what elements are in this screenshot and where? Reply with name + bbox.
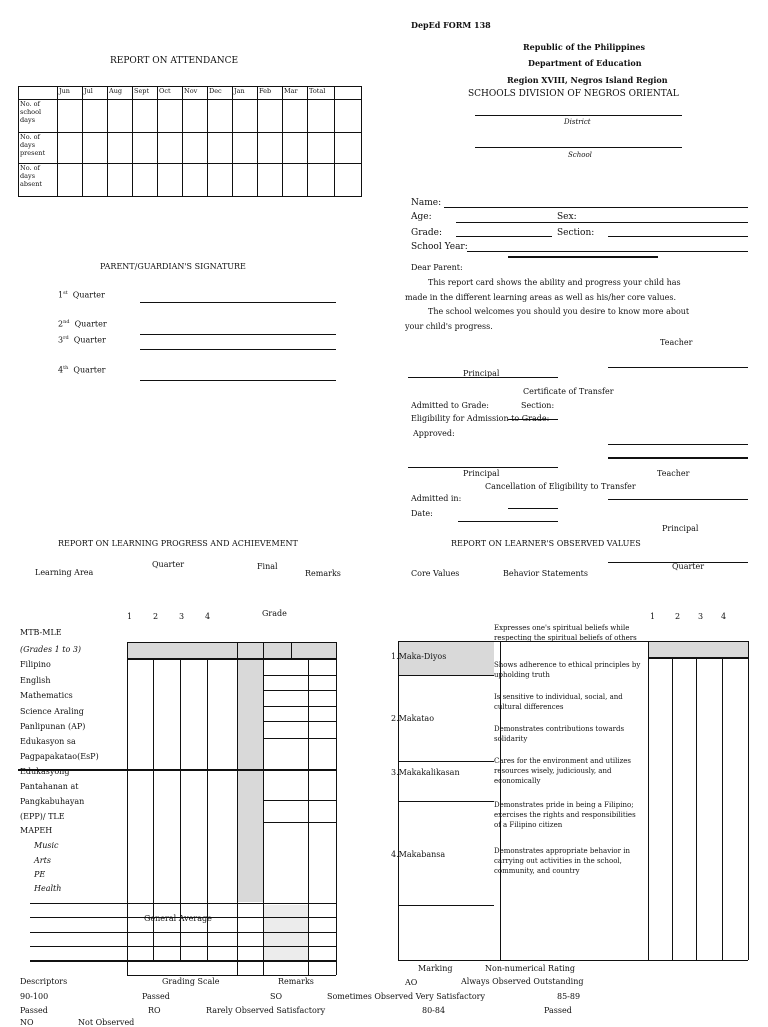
values-quarter-header: Quarter bbox=[672, 562, 705, 571]
learning-area-header: Learning Area bbox=[35, 568, 94, 577]
non-numerical-header: Non-numerical Rating bbox=[485, 964, 576, 973]
general-average-label: General Average bbox=[144, 914, 212, 923]
month-header: Aug bbox=[108, 87, 133, 100]
behavior-statement: Expresses one's spiritual beliefs while respecting the spiritual beliefs of others bbox=[494, 624, 637, 642]
scale-row-3: 80-84 bbox=[422, 1006, 446, 1015]
letter-principal-label: Principal bbox=[463, 369, 500, 378]
learning-quarter-number: 3 bbox=[179, 612, 185, 621]
department-name: Department of Education bbox=[528, 58, 642, 68]
letter-line-3: The school welcomes you should you desire to know more about bbox=[428, 307, 690, 316]
letter-salutation: Dear Parent: bbox=[411, 263, 463, 272]
letter-line-4: your child's progress. bbox=[405, 322, 493, 331]
learning-area: English bbox=[20, 676, 51, 685]
core-value: 1.Maka-Diyos bbox=[391, 652, 447, 661]
marking-so: SO bbox=[270, 992, 283, 1001]
month-header: Jul bbox=[83, 87, 108, 100]
learning-area: Edukasyong bbox=[20, 767, 70, 776]
school-label: School bbox=[568, 151, 592, 159]
form-id: DepEd FORM 138 bbox=[411, 20, 491, 30]
learning-remarks-header: Remarks bbox=[305, 569, 341, 578]
quarter-4-label: 4th Quarter bbox=[58, 365, 106, 375]
values-quarter-number: 2 bbox=[675, 612, 681, 621]
mapeh-subject: Arts bbox=[34, 856, 51, 865]
sex-label: Sex: bbox=[557, 212, 577, 222]
marking-ao-text: Always Observed Outstanding bbox=[461, 977, 584, 986]
core-values-header: Core Values bbox=[411, 569, 460, 578]
month-header: Feb bbox=[258, 87, 283, 100]
behavior-statement: Demonstrates contributions towards solidarity bbox=[494, 725, 625, 743]
marking-no-text: Not Observed bbox=[78, 1018, 135, 1027]
mapeh-subject: Music bbox=[34, 841, 59, 850]
school-year-label: School Year: bbox=[411, 242, 468, 252]
marking-ao: AO bbox=[405, 978, 418, 987]
remark-row-2: Passed bbox=[20, 1006, 48, 1015]
learning-area: Pangkabuhayan bbox=[20, 797, 85, 806]
values-title: REPORT ON LEARNER'S OBSERVED VALUES bbox=[451, 539, 641, 548]
descriptors-header: Descriptors bbox=[20, 977, 68, 986]
values-quarter-number: 4 bbox=[721, 612, 727, 621]
marking-ro: RO bbox=[148, 1006, 161, 1015]
scale-row-2: 85-89 bbox=[557, 992, 581, 1001]
remark-row-3: Passed bbox=[544, 1006, 572, 1015]
month-header: Nov bbox=[183, 87, 208, 100]
month-header: Mar bbox=[283, 87, 308, 100]
transfer-principal-label: Principal bbox=[463, 469, 500, 478]
learning-area: MAPEH bbox=[20, 826, 53, 835]
learning-title: REPORT ON LEARNING PROGRESS AND ACHIEVEMENT bbox=[58, 539, 298, 548]
learning-final-header: Final bbox=[257, 562, 278, 571]
learning-quarter-header: Quarter bbox=[152, 560, 185, 569]
legend-remarks-header: Remarks bbox=[278, 977, 314, 986]
learning-area: Pagpapakatao(EsP) bbox=[20, 752, 99, 761]
month-header: Jan bbox=[233, 87, 258, 100]
marking-ro-text: Rarely Observed Satisfactory bbox=[206, 1006, 326, 1015]
attendance-row-label: No. of days present bbox=[19, 133, 58, 164]
quarter-1-label: 1st Quarter bbox=[58, 290, 105, 300]
behavior-statement: Shows adherence to ethical principles by upholding truth bbox=[494, 661, 641, 679]
grade-label: Grade: bbox=[411, 228, 442, 238]
learning-area: Panlipunan (AP) bbox=[20, 722, 86, 731]
month-header: Dec bbox=[208, 87, 233, 100]
mapeh-subject: PE bbox=[34, 870, 46, 879]
marking-so-text: Sometimes Observed Very Satisfactory bbox=[327, 992, 485, 1001]
cancellation-principal-label: Principal bbox=[662, 524, 699, 533]
marking-no: NO bbox=[20, 1018, 34, 1027]
learning-area: (EPP)/ TLE bbox=[20, 812, 65, 821]
letter-line-1: This report card shows the ability and progress your child has bbox=[428, 278, 681, 287]
learning-area: Pantahanan at bbox=[20, 782, 79, 791]
behavior-statements-header: Behavior Statements bbox=[503, 569, 589, 578]
transfer-title: Certificate of Transfer bbox=[523, 387, 614, 396]
remark-row-1: Passed bbox=[142, 992, 170, 1001]
country-name: Republic of the Philippines bbox=[523, 42, 646, 52]
core-value: 3.Makakalikasan bbox=[391, 768, 460, 777]
quarter-3-label: 3rd Quarter bbox=[58, 335, 106, 345]
core-value: 2.Makatao bbox=[391, 714, 435, 723]
letter-line-2: made in the different learning areas as well as his/her core values. bbox=[405, 293, 677, 302]
region-name: Region XVIII, Negros Island Region bbox=[507, 75, 668, 85]
behavior-statement: Demonstrates pride in being a Filipino; exercises the rights and responsibilities of a Filipino citizen bbox=[494, 801, 636, 829]
learning-area: MTB-MLE bbox=[20, 628, 62, 637]
age-label: Age: bbox=[411, 212, 432, 222]
behavior-statement: Demonstrates appropriate behavior in carrying out activities in the school, community, and country bbox=[494, 847, 630, 875]
learning-quarter-number: 2 bbox=[153, 612, 159, 621]
district-label: District bbox=[564, 118, 591, 126]
quarter-2-label: 2nd Quarter bbox=[58, 319, 107, 329]
grading-scale-header: Grading Scale bbox=[162, 977, 220, 986]
marking-header: Marking bbox=[418, 964, 453, 973]
guardian-title: PARENT/GUARDIAN'S SIGNATURE bbox=[100, 262, 246, 271]
attendance-table bbox=[18, 86, 362, 197]
scale-row-1: 90-100 bbox=[20, 992, 49, 1001]
mapeh-subject: Health bbox=[34, 884, 62, 893]
admitted-in-label: Admitted in: bbox=[411, 494, 462, 503]
core-value: 4.Makabansa bbox=[391, 850, 446, 859]
attendance-row-label: No. of days absent bbox=[19, 164, 58, 197]
learning-area: Mathematics bbox=[20, 691, 73, 700]
values-quarter-number: 1 bbox=[650, 612, 656, 621]
learning-area: Filipino bbox=[20, 660, 51, 669]
learning-quarter-number: 4 bbox=[205, 612, 211, 621]
behavior-statement: Cares for the environment and utilizes resources wisely, judiciously, and economically bbox=[494, 757, 631, 785]
learning-area: Science Araling bbox=[20, 707, 84, 716]
attendance-title: REPORT ON ATTENDANCE bbox=[110, 56, 239, 66]
name-label: Name: bbox=[411, 198, 442, 208]
values-quarter-number: 3 bbox=[698, 612, 704, 621]
admitted-grade-label: Admitted to Grade: bbox=[411, 401, 489, 410]
cancellation-title: Cancellation of Eligibility to Transfer bbox=[485, 482, 636, 491]
eligibility-label: Eligibility for Admission to Grade: bbox=[411, 414, 550, 423]
letter-teacher-label: Teacher bbox=[660, 338, 693, 347]
date-label: Date: bbox=[411, 509, 433, 518]
transfer-section-label: Section: bbox=[521, 401, 555, 410]
learning-quarter-number: 1 bbox=[127, 612, 133, 621]
transfer-teacher-label: Teacher bbox=[657, 469, 690, 478]
approved-label: Approved: bbox=[413, 429, 455, 438]
month-header: Total bbox=[308, 87, 335, 100]
behavior-statement: Is sensitive to individual, social, and cultural differences bbox=[494, 693, 623, 711]
learning-area: (Grades 1 to 3) bbox=[20, 645, 82, 654]
month-header: Jun bbox=[58, 87, 83, 100]
section-label: Section: bbox=[557, 228, 595, 238]
division-name: SCHOOLS DIVISION OF NEGROS ORIENTAL bbox=[468, 89, 679, 99]
month-header: Oct bbox=[158, 87, 183, 100]
attendance-row-label: No. of school days bbox=[19, 100, 58, 133]
learning-area: Edukasyon sa bbox=[20, 737, 76, 746]
learning-grade-header: Grade bbox=[262, 609, 287, 618]
month-header: Sept bbox=[133, 87, 158, 100]
